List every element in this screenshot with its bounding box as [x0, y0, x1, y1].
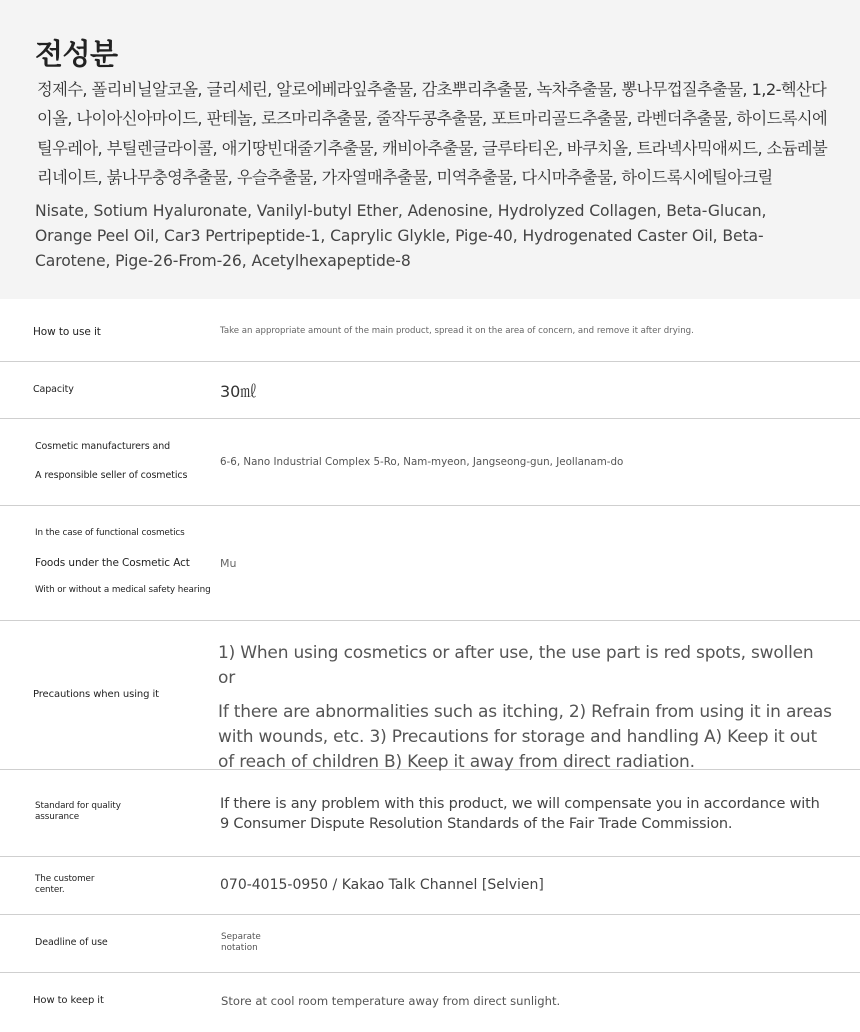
- info-row-precautions: [0, 621, 860, 770]
- info-row-customer-center: [0, 857, 860, 915]
- row-value: Take an appropriate amount of the main product, spread it on the area of concern, and remove it after drying.: [220, 326, 694, 336]
- row-label-line: center.: [35, 885, 65, 895]
- row-label: A responsible seller of cosmetics: [35, 470, 188, 481]
- ingredients-title: 전성분: [35, 37, 118, 71]
- row-value: 30㎖: [220, 382, 257, 401]
- row-label: Capacity: [33, 384, 74, 395]
- row-value: [221, 932, 261, 954]
- row-label: Deadline of use: [35, 937, 108, 948]
- row-label: How to use it: [33, 326, 101, 338]
- row-value-line: notation: [221, 943, 258, 953]
- row-value: 070-4015-0950 / Kakao Talk Channel [Selvien]: [220, 877, 544, 893]
- ingredients-section: [0, 0, 860, 299]
- row-label: Cosmetic manufacturers and: [35, 441, 171, 452]
- ingredients-korean-list: 정제수, 폴리비닐알코올, 글리세린, 알로에베라잎추출물, 감초뿌리추출물, 녹차추출물, 뽕나무껍질추출물, 1,2-헥산다이올, 나이아신아마이드, 판테놀, 로즈마리추출물, 줄작두콩추출물, 포트마리골드추출물, 라벤더추출물, 하이드록시에틸우레아, 부틸렌글라이콜, 애기땅빈대줄기추출물, 캐비아추출물, 글루타티온, 바쿠치올, 트라넥사믹애씨드, 소듐레불리네이트, 붉나무충영추출물, 우슬추출물, 가자열매추출물, 미역추출물, 다시마추출물, 하이드록시에틸아크릴: [37, 80, 828, 187]
- row-label: [35, 874, 94, 896]
- row-value: If there is any problem with this product, we will compensate you in accordance with 9 Consumer Dispute Resolution Standards of the Fair Trade Commission.: [220, 796, 820, 832]
- row-value: Store at cool room temperature away from direct sunlight.: [221, 994, 561, 1008]
- info-row-how-to-use: [0, 299, 860, 362]
- precautions-rest: If there are abnormalities such as itching, 2) Refrain from using it in areas with wounds, etc. 3) Precautions for storage and handling A) Keep it out of reach of children B) Keep it away from direct radiation.: [218, 702, 832, 772]
- row-label-line: Standard for quality: [35, 801, 121, 811]
- row-value: [218, 641, 833, 775]
- ingredients-english-list: Nisate, Sotium Hyaluronate, Vanilyl-butyl Ether, Adenosine, Hydrolyzed Collagen, Beta-Glucan, Orange Peel Oil, Car3 Pertripeptide-1, Caprylic Glykle, Pige-40, Hydrogenated Caster Oil, Beta-Carotene, Pige-26-From-26, Acetylhexapeptide-8: [35, 202, 767, 270]
- precautions-first-line: 1) When using cosmetics or after use, the use part is red spots, swollen or: [218, 643, 814, 688]
- row-label: With or without a medical safety hearing: [35, 585, 211, 595]
- row-label: How to keep it: [33, 995, 104, 1006]
- row-label-line: The customer: [35, 874, 95, 884]
- row-label: Precautions when using it: [33, 689, 159, 700]
- row-value-line: Separate: [221, 932, 261, 942]
- row-label-line: assurance: [35, 812, 80, 822]
- info-row-capacity: [0, 362, 860, 419]
- info-row-deadline: [0, 915, 860, 973]
- info-row-manufacturer: [0, 419, 860, 506]
- row-value: 6-6, Nano Industrial Complex 5-Ro, Nam-myeon, Jangseong-gun, Jeollanam-do: [220, 456, 624, 468]
- info-row-quality-assurance: [0, 770, 860, 857]
- row-label: Foods under the Cosmetic Act: [35, 557, 190, 569]
- info-row-storage: [0, 973, 860, 1032]
- row-label: [35, 801, 121, 823]
- row-value: Mu: [220, 557, 237, 570]
- row-label: In the case of functional cosmetics: [35, 528, 185, 538]
- info-row-functional-cosmetics: [0, 506, 860, 621]
